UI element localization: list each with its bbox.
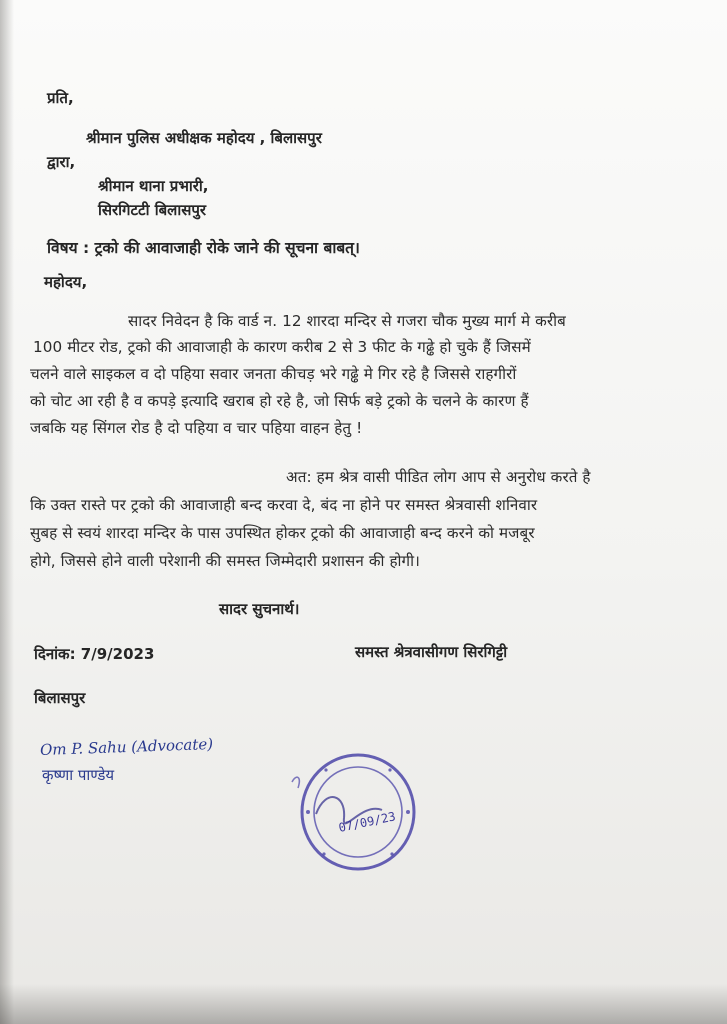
page-shadow-left xyxy=(0,0,14,1024)
para1-line: चलने वाले साइकल व दो पहिया सवार जनता कीचड़ भरे गढ्ढे मे गिर रहे है जिससे राहगीरों xyxy=(30,365,517,383)
date-line: दिनांक: 7/9/2023 xyxy=(34,645,155,663)
via-label: द्वारा, xyxy=(47,153,76,171)
recipient-title: श्रीमान पुलिस अधीक्षक महोदय , बिलासपुर xyxy=(86,129,322,147)
para2-line: होगे, जिससे होने वाली परेशानी की समस्त जिम्मेदारी प्रशासन की होगी। xyxy=(30,552,421,570)
para1-line: जबकि यह सिंगल रोड है दो पहिया व चार पहिया वाहन हेतु ! xyxy=(30,419,363,437)
stamp-date: 07/09/23 xyxy=(337,809,397,835)
handwritten-name: कृष्णा पाण्डेय xyxy=(42,766,115,784)
place-line: बिलासपुर xyxy=(34,689,86,707)
via-place: सिरगिटटी बिलासपुर xyxy=(98,201,207,219)
to-label: प्रति, xyxy=(47,89,74,107)
police-station-seal-stamp xyxy=(286,748,436,878)
page-shadow-bottom xyxy=(0,984,727,1024)
handwritten-advocate: Om P. Sahu (Advocate) xyxy=(39,734,214,760)
para1-line: सादर निवेदन है कि वार्ड न. 12 शारदा मन्दिर से गजरा चौक मुख्य मार्ग मे करीब xyxy=(128,312,566,330)
para2-line: सुबह से स्वयं शारदा मन्दिर के पास उपस्थित होकर ट्रको की आवाजाही बन्द करने को मजबूर xyxy=(30,524,535,542)
subject-line: विषय : ट्रको की आवाजाही रोके जाने की सूचना बाबत्। xyxy=(47,239,360,257)
closing-line: सादर सुचनार्थ। xyxy=(219,600,300,618)
salutation: महोदय, xyxy=(44,273,88,291)
signatory-line: समस्त श्रेत्रवासीगण सिरगिट्टी xyxy=(355,643,508,661)
para1-line: को चोट आ रही है व कपड़े इत्यादि खराब हो रहे है, जो सिर्फ बड़े ट्रको के चलने के कारण हैं xyxy=(30,392,529,410)
para2-line: अत: हम श्रेत्र वासी पीडित लोग आप से अनुरोध करते है xyxy=(286,468,591,486)
para2-line: कि उक्त रास्ते पर ट्रको की आवाजाही बन्द करवा दे, बंद ना होने पर समस्त श्रेत्रवासी शनिवार xyxy=(30,496,538,514)
para1-line: 100 मीटर रोड, ट्रको की आवाजाही के कारण करीब 2 से 3 फीट के गढ्ढे हो चुके हैं जिसमें xyxy=(33,338,531,356)
via-name: श्रीमान थाना प्रभारी, xyxy=(98,177,209,195)
